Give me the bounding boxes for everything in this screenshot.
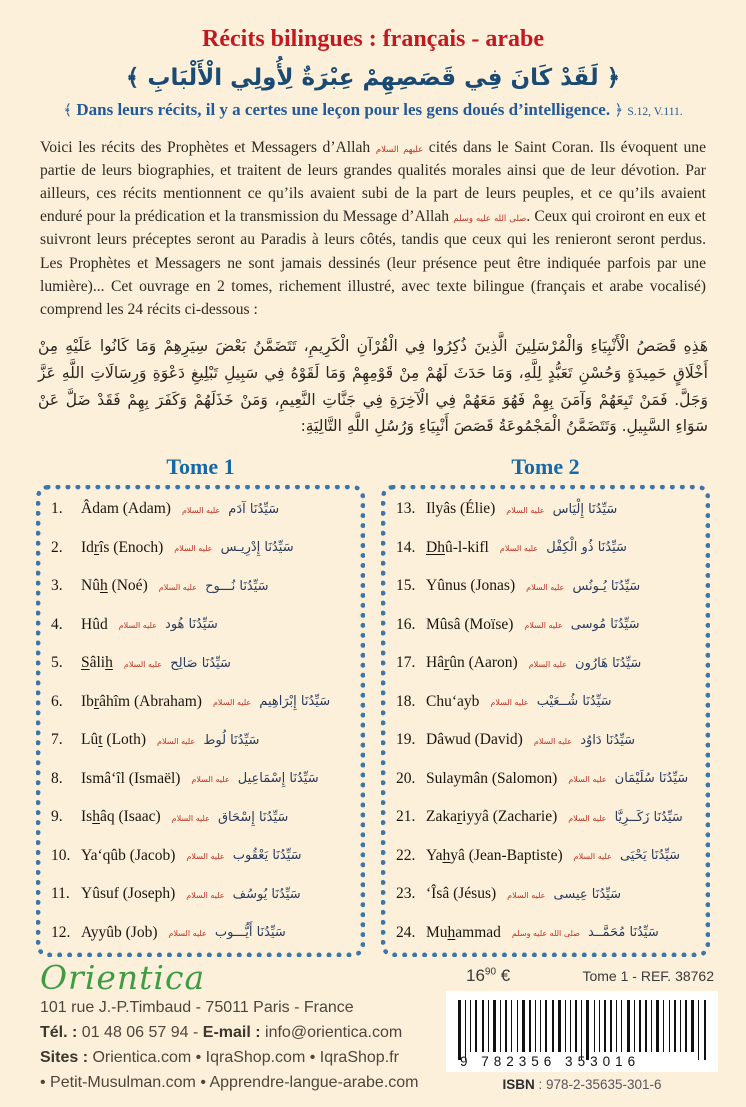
price-main: 16 bbox=[466, 966, 485, 985]
item-number: 16. bbox=[396, 615, 416, 633]
item-number: 14. bbox=[396, 538, 416, 556]
item-number: 15. bbox=[396, 577, 416, 595]
prophet-name-french: Yahyâ (Jean-Baptiste) bbox=[426, 846, 563, 864]
prophet-name-arabic: سَيِّدُنَا دَاوُد عليه السلام bbox=[533, 732, 636, 748]
list-item bbox=[396, 616, 697, 634]
ornate-bracket-close-icon: ﴿ bbox=[614, 100, 624, 119]
barcode-bar bbox=[458, 1000, 461, 1060]
prophet-name-french: ‘Îsâ (Jésus) bbox=[426, 885, 497, 903]
quote-text: Dans leurs récits, il y a certes une leçon pour les gens doués d’intelligence. bbox=[76, 99, 611, 119]
honorific-icon: عليه السلام bbox=[507, 890, 546, 900]
item-number: 18. bbox=[396, 692, 416, 710]
price-sup: 90 bbox=[484, 966, 497, 978]
list-item bbox=[51, 770, 352, 788]
price-currency: € bbox=[500, 966, 511, 985]
ornate-bracket-open-icon: ﴾ bbox=[63, 100, 73, 119]
publisher-address: 101 rue J.-P.Timbaud - 75011 Paris - France bbox=[40, 999, 354, 1017]
item-number: 6. bbox=[51, 692, 63, 710]
prophet-name-arabic: سَيِّدُنَا زَكَــرِيَّا عليه السلام bbox=[568, 809, 683, 825]
price bbox=[466, 966, 510, 986]
item-number: 21. bbox=[396, 808, 416, 826]
prophet-name-arabic: سَيِّدُنَا لُوط عليه السلام bbox=[157, 732, 260, 748]
barcode-bar bbox=[482, 1000, 484, 1052]
barcode-bar bbox=[505, 1000, 507, 1052]
barcode-bar bbox=[517, 1000, 518, 1052]
barcode-bar bbox=[475, 1000, 477, 1052]
price-barcode-block bbox=[446, 960, 718, 1095]
item-number: 23. bbox=[396, 885, 416, 903]
barcode-bar bbox=[669, 1000, 670, 1052]
honorific-icon: عليه السلام bbox=[123, 659, 163, 669]
prophet-name-french: Dhû-l-kifl bbox=[426, 538, 489, 556]
honorific-icon: عليه السلام bbox=[186, 852, 225, 862]
honorific-icon: عليه السلام bbox=[212, 698, 252, 708]
honorific-icon: عليه السلام bbox=[506, 505, 545, 515]
list-item bbox=[396, 808, 697, 826]
barcode bbox=[446, 991, 718, 1072]
barcode-bar bbox=[500, 1000, 501, 1052]
barcode-bar bbox=[488, 1000, 489, 1052]
sites-list-1: Orientica.com • IqraShop.com • IqraShop.fr bbox=[92, 1048, 399, 1066]
prophet-name-french: Ayyûb (Job) bbox=[81, 923, 158, 941]
list-item bbox=[396, 539, 697, 557]
barcode-bar bbox=[627, 1000, 630, 1052]
item-number: 3. bbox=[51, 577, 63, 595]
list-item bbox=[51, 539, 352, 557]
barcode-bar bbox=[604, 1000, 606, 1052]
prophet-name-arabic: سَيِّدُنَا إِسْحَاق عليه السلام bbox=[171, 809, 289, 825]
tome-1-heading: Tome 1 bbox=[166, 454, 235, 479]
item-number: 11. bbox=[51, 885, 70, 903]
tome-columns bbox=[36, 454, 710, 957]
prophet-name-arabic: سَيِّدُنَا يُـونُس عليه السلام bbox=[526, 578, 641, 594]
tome-1-list bbox=[36, 485, 365, 957]
barcode-bar bbox=[575, 1000, 577, 1052]
prophet-name-arabic: سَيِّدُنَا إِلْيَاس عليه السلام bbox=[506, 501, 618, 517]
barcode-bar bbox=[586, 1000, 589, 1060]
honorific-icon: عليهم السلام bbox=[375, 144, 424, 155]
prophet-name-arabic: سَيِّدُنَا يَحْيَى عليه السلام bbox=[573, 848, 681, 864]
list-item bbox=[396, 577, 697, 595]
page-title: Récits bilingues : français - arabe bbox=[202, 26, 544, 52]
list-item bbox=[51, 654, 352, 672]
barcode-bar bbox=[674, 1000, 676, 1052]
honorific-icon: عليه السلام bbox=[568, 775, 607, 785]
prophet-name-french: Sulaymân (Salomon) bbox=[426, 769, 558, 787]
item-number: 8. bbox=[51, 769, 63, 787]
barcode-bar bbox=[634, 1000, 635, 1052]
honorific-icon: عليه السلام bbox=[526, 582, 565, 592]
barcode-bar bbox=[610, 1000, 612, 1052]
list-item bbox=[51, 808, 352, 826]
footer bbox=[40, 960, 718, 1095]
item-number: 7. bbox=[51, 731, 63, 749]
list-item bbox=[396, 885, 697, 903]
item-number: 17. bbox=[396, 654, 416, 672]
list-item bbox=[396, 924, 697, 942]
list-item bbox=[51, 731, 352, 749]
prophet-name-french: Chu‘ayb bbox=[426, 692, 480, 710]
prophet-name-french: Sâlih bbox=[81, 654, 113, 672]
item-number: 12. bbox=[51, 923, 71, 941]
prophet-name-french: Nûh (Noé) bbox=[81, 577, 148, 595]
item-number: 13. bbox=[396, 500, 416, 517]
prophet-name-french: Ya‘qûb (Jacob) bbox=[81, 846, 176, 864]
list-item bbox=[396, 693, 697, 711]
price-row bbox=[446, 960, 718, 986]
barcode-bars bbox=[458, 1000, 706, 1060]
prophet-name-arabic: سَيِّدُنَا ذُو الْكِفْل عليه السلام bbox=[499, 540, 627, 556]
barcode-bar bbox=[558, 1000, 561, 1052]
item-number: 1. bbox=[51, 500, 63, 517]
list-item bbox=[51, 616, 352, 634]
email-address: info@orientica.com bbox=[265, 1024, 403, 1042]
prophet-name-arabic: سَيِّدُنَا إِبْرَاهِيم عليه السلام bbox=[212, 694, 331, 710]
honorific-icon: عليه السلام bbox=[181, 505, 221, 515]
prophet-name-arabic: سَيِّدُنَا يَعْقُوب عليه السلام bbox=[186, 848, 302, 864]
prophet-name-french: Lût (Loth) bbox=[81, 731, 147, 749]
item-number: 20. bbox=[396, 769, 416, 787]
honorific-icon: عليه السلام bbox=[186, 890, 225, 900]
barcode-bar bbox=[540, 1000, 541, 1052]
honorific-icon: عليه السلام bbox=[158, 582, 197, 592]
item-number: 24. bbox=[396, 923, 416, 941]
description-paragraph-arabic: هَذِهِ قَصَصُ الْأَنْبِيَاءِ وَالْمُرْسَلِينَ الَّذِينَ ذُكِرُوا فِي الْقُرْآنِ الْكَرِيمِ، تَتَضَمَّنُ بَعْضَ سِيَرِهِمْ وَمَا كَانُوا عَلَيْهِ مِنْ أَخْلَاقٍ حَمِيدَةٍ وَحُسْنِ تَعَبُّدٍ لِلَّهِ، وَمَا حَدَثَ لَهُمْ مِنْ قَوْمِهِمْ وَمَا لَقَوْهُ فِي سَبِيلِ تَبْلِيغِ دَعْوَةِ وَرِسَالَاتِ اللَّهِ عَزَّ وَجَلَّ. فَمَنْ تَبِعَهُمْ وَآمَنَ بِهِمْ فَهُوَ مَعَهُمْ فِي الْآخِرَةِ فِي جَنَّاتِ النَّعِيمِ، وَمَنْ خَذَلَهُمْ وَكَفَرَ بِهِمْ فَقَدْ ضَلَّ عَنْ سَوَاءِ السَّبِيلِ. وَتَتَضَمَّنُ الْمَجْمُوعَةُ قَصَصَ أَنْبِيَاءِ وَرُسُلِ اللَّهِ التَّالِيَةِ: bbox=[38, 337, 708, 436]
list-item bbox=[51, 693, 352, 711]
barcode-bar bbox=[639, 1000, 641, 1052]
prophet-name-french: Ilyâs (Élie) bbox=[426, 500, 496, 517]
barcode-bar bbox=[685, 1000, 687, 1052]
barcode-bar bbox=[581, 1000, 582, 1060]
publisher-sites-line2: • Petit-Musulman.com • Apprendre-langue-arabe.com bbox=[40, 1073, 419, 1091]
prophet-name-arabic: سَيِّدُنَا هُود عليه السلام bbox=[118, 617, 218, 633]
prophet-name-arabic: سَيِّدُنَا مُحَمَّــد صلى الله عليه وسلم bbox=[511, 925, 659, 941]
prophet-name-arabic: سَيِّدُنَا مُوسى عليه السلام bbox=[524, 617, 640, 633]
tel-number: 01 48 06 57 94 bbox=[81, 1024, 189, 1042]
honorific-icon: عليه السلام bbox=[568, 813, 607, 823]
prophet-name-arabic: سَيِّدُنَا هَارُون عليه السلام bbox=[528, 655, 642, 671]
list-item bbox=[396, 731, 697, 749]
isbn-line bbox=[446, 1077, 718, 1092]
honorific-icon: عليه السلام bbox=[174, 544, 213, 554]
tome-2-list bbox=[381, 485, 710, 957]
list-item bbox=[51, 500, 352, 518]
barcode-bar bbox=[511, 1000, 512, 1052]
sites-label: Sites : bbox=[40, 1048, 89, 1066]
item-number: 22. bbox=[396, 846, 416, 864]
barcode-bar bbox=[645, 1000, 647, 1052]
honorific-icon: عليه السلام bbox=[528, 659, 567, 669]
tome-1-column bbox=[36, 454, 365, 957]
barcode-bar bbox=[621, 1000, 622, 1052]
prophet-name-arabic: سَيِّدُنَا صَالِح عليه السلام bbox=[123, 655, 231, 671]
isbn-value: : 978-2-35635-301-6 bbox=[538, 1077, 662, 1092]
publisher-contact: Tél. : 01 48 06 57 94 - E-mail : info@orientica.com bbox=[40, 1024, 403, 1042]
honorific-icon: صلى الله عليه وسلم bbox=[453, 214, 527, 225]
prophet-name-french: Âdam (Adam) bbox=[81, 500, 171, 517]
barcode-bar bbox=[545, 1000, 547, 1052]
barcode-bar bbox=[535, 1000, 536, 1052]
barcode-bar bbox=[663, 1000, 664, 1052]
list-item bbox=[51, 847, 352, 865]
honorific-icon: صلى الله عليه وسلم bbox=[511, 929, 580, 939]
list-item bbox=[396, 770, 697, 788]
barcode-bar bbox=[594, 1000, 595, 1052]
item-number: 2. bbox=[51, 538, 63, 556]
quran-verse-translation bbox=[18, 100, 728, 120]
quran-verse-arabic: ﴿ لَقَدْ كَانَ فِي قَصَصِهِمْ عِبْرَةٌ لِأُولِي الْأَلْبَابِ ﴾ bbox=[125, 65, 621, 91]
tome-2-column bbox=[381, 454, 710, 957]
prophet-name-french: Hûd bbox=[81, 615, 108, 633]
prophet-name-arabic: سَيِّدُنَا إِسْمَاعِيل عليه السلام bbox=[191, 771, 319, 787]
item-number: 9. bbox=[51, 808, 63, 826]
description-paragraph: Voici les récits des Prophètes et Messagers d’Allah عليهم السلام cités dans le Saint Coran. Ils évoquent une partie de leurs biographies, et traitent de leurs grandes qualités morales ainsi que de leur dévotion. Par ailleurs, ces récits mentionnent ce qu’ils avaient subi de la part de leurs peuples, et ce qu’ils avaient enduré pour la prédication et la transmission du Message d’Allah صلى الله عليه وسلم. Ceux qui croiront en eux et suivront leurs préceptes seront au Paradis à leurs côtés, tandis que ceux qui les renieront seront perdus. Les Prophètes et Messagers ne sont jamais dessinés (leur présence peut être indiquée parfois par une lumière)... Cet ouvrage en 2 tomes, richement illustré, avec texte bilingue (français et arabe vocalisé) comprend les 24 récits ci-dessous : bbox=[40, 138, 706, 319]
prophet-name-french: Zakariyyâ (Zacharie) bbox=[426, 808, 558, 826]
prophet-name-french: Idrîs (Enoch) bbox=[81, 538, 164, 556]
honorific-icon: عليه السلام bbox=[118, 621, 157, 631]
barcode-bar bbox=[616, 1000, 617, 1052]
barcode-bar bbox=[493, 1000, 496, 1052]
list-item bbox=[51, 924, 352, 942]
prophet-name-arabic: سَيِّدُنَا سُلَيْمَان عليه السلام bbox=[568, 771, 689, 787]
barcode-bar bbox=[656, 1000, 659, 1052]
prophet-name-arabic: سَيِّدُنَا أَيُّـــوب عليه السلام bbox=[168, 925, 286, 941]
tome-2-heading: Tome 2 bbox=[511, 454, 580, 479]
prophet-name-french: Hârûn (Aaron) bbox=[426, 654, 518, 672]
honorific-icon: عليه السلام bbox=[168, 929, 207, 939]
prophet-name-arabic: سَيِّدُنَا يُوسُف عليه السلام bbox=[186, 886, 301, 902]
prophet-name-french: Ishâq (Isaac) bbox=[81, 808, 161, 826]
publisher-sites-line1 bbox=[40, 1046, 446, 1071]
item-number: 10. bbox=[51, 846, 71, 864]
honorific-icon: عليه السلام bbox=[533, 736, 573, 746]
list-item bbox=[396, 654, 697, 672]
honorific-icon: عليه السلام bbox=[191, 775, 230, 785]
barcode-bar bbox=[565, 1000, 566, 1052]
prophet-name-french: Ibrâhîm (Abraham) bbox=[81, 692, 202, 710]
prophet-name-arabic: سَيِّدُنَا عِيسى عليه السلام bbox=[507, 886, 621, 902]
barcode-bar bbox=[522, 1000, 525, 1052]
honorific-icon: عليه السلام bbox=[499, 544, 539, 554]
reference-number: Tome 1 - REF. 38762 bbox=[582, 968, 714, 984]
prophet-name-arabic: سَيِّدُنَا آدَم عليه السلام bbox=[181, 501, 280, 517]
prophet-name-french: Dâwud (David) bbox=[426, 731, 523, 749]
list-item bbox=[51, 885, 352, 903]
item-number: 5. bbox=[51, 654, 63, 672]
isbn-label: ISBN bbox=[502, 1077, 535, 1092]
barcode-bar bbox=[680, 1000, 681, 1052]
barcode-bar bbox=[570, 1000, 571, 1052]
honorific-icon: عليه السلام bbox=[171, 813, 210, 823]
prophet-name-french: Yûsuf (Joseph) bbox=[81, 885, 176, 903]
barcode-bar bbox=[529, 1000, 531, 1052]
list-item bbox=[396, 500, 697, 518]
barcode-digits: 9 782356 353016 bbox=[460, 1054, 641, 1069]
barcode-bar bbox=[698, 1000, 699, 1060]
item-number: 4. bbox=[51, 615, 63, 633]
honorific-icon: عليه السلام bbox=[490, 698, 529, 708]
prophet-name-arabic: سَيِّدُنَا شُــعَيْب عليه السلام bbox=[490, 694, 612, 710]
prophet-name-arabic: سَيِّدُنَا نُـــوح عليه السلام bbox=[158, 578, 269, 594]
tel-label: Tél. : bbox=[40, 1024, 78, 1042]
prophet-name-french: Muhammad bbox=[426, 923, 501, 941]
verse-reference: S.12, V.111. bbox=[627, 105, 683, 118]
honorific-icon: عليه السلام bbox=[524, 621, 563, 631]
list-item bbox=[396, 847, 697, 865]
barcode-bar bbox=[552, 1000, 554, 1052]
prophet-name-french: Yûnus (Jonas) bbox=[426, 577, 516, 595]
list-item bbox=[51, 577, 352, 595]
prophet-name-french: Mûsâ (Moïse) bbox=[426, 615, 514, 633]
item-number: 19. bbox=[396, 731, 416, 749]
barcode-bar bbox=[691, 1000, 694, 1052]
barcode-bar bbox=[651, 1000, 652, 1052]
publisher-logo: Orientica bbox=[40, 958, 206, 997]
prophet-name-french: Ismâ‘îl (Ismaël) bbox=[81, 769, 181, 787]
honorific-icon: عليه السلام bbox=[157, 736, 196, 746]
email-label: E-mail : bbox=[202, 1024, 261, 1042]
honorific-icon: عليه السلام bbox=[573, 852, 612, 862]
prophet-name-arabic: سَيِّدُنَا إِدْرِيـس عليه السلام bbox=[174, 540, 294, 556]
barcode-bar bbox=[704, 1000, 706, 1060]
barcode-bar bbox=[465, 1000, 466, 1060]
publisher-block bbox=[40, 960, 446, 1095]
barcode-bar bbox=[470, 1000, 471, 1052]
barcode-bar bbox=[599, 1000, 600, 1052]
